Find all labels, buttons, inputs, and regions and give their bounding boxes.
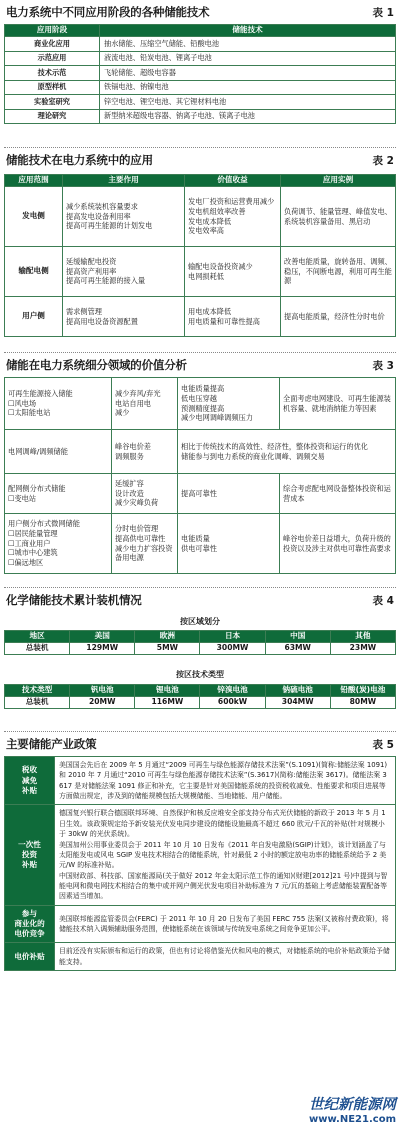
table3-segment-head: 可再生能源接入储能 bbox=[8, 388, 73, 398]
table1-tech: 液流电池、铅炭电池、锂离子电池 bbox=[100, 51, 396, 66]
table2-role: 减少系统装机容量要求 提高发电设备利用率 提高可再生能源的计划发电 bbox=[63, 187, 185, 247]
table1-tech: 新型纳米超级电容器、钠离子电池、镁离子电池 bbox=[100, 109, 396, 124]
table3-segment bbox=[5, 378, 112, 430]
table3-value: 提高可靠性 bbox=[178, 474, 280, 514]
table1-stage: 实验室研究 bbox=[5, 95, 100, 110]
checkbox-label: 风电场 bbox=[14, 398, 37, 408]
table-row bbox=[5, 631, 396, 643]
table4-title: 化学储能技术累计装机情况 bbox=[6, 593, 142, 607]
table2-example: 提高电能质量，经济性分时电价 bbox=[281, 297, 396, 337]
table4-tech-label: 总装机 bbox=[5, 697, 70, 709]
checkbox-label: 变电站 bbox=[14, 493, 37, 503]
table4-region-header: 美国 bbox=[70, 631, 135, 643]
table2-example: 改善电能质量，旋转备用、调频、稳压，不间断电源，利用可再生能源 bbox=[281, 247, 396, 297]
table4-region-header: 日本 bbox=[200, 631, 265, 643]
table-row bbox=[5, 378, 396, 430]
table3-segment-head: 配网侧分布式储能 bbox=[8, 483, 66, 493]
table4-tech-value: 20MW bbox=[70, 697, 135, 709]
checkbox-item: ☐居民能量管理 bbox=[8, 528, 58, 538]
table4-tech-header: 钒电池 bbox=[70, 685, 135, 697]
table1-stage: 商业化应用 bbox=[5, 37, 100, 52]
checkbox-item: ☐城市中心建筑 bbox=[8, 548, 58, 558]
table5-policy-type: 参与 商业化的 电价竞争 bbox=[5, 905, 55, 943]
table-row bbox=[5, 757, 396, 805]
checkbox-label: 居民能量管理 bbox=[14, 528, 58, 538]
table-row bbox=[5, 430, 396, 474]
table4-region-header: 地区 bbox=[5, 631, 70, 643]
table5-heading bbox=[4, 736, 396, 754]
table3-benefit: 分时电价管理 提高供电可靠性 减少电力扩容投资备用电源 bbox=[112, 514, 178, 574]
table-row bbox=[5, 66, 396, 81]
table4-tech-value: 116MW bbox=[135, 697, 200, 709]
table3-value: 电能质量提高 低电压穿越 预测精度提高 减少电网调峰调频压力 bbox=[178, 378, 280, 430]
table2-header-role: 主要作用 bbox=[63, 175, 185, 187]
table-row bbox=[5, 95, 396, 110]
table3-value: 电能质量 供电可靠性 bbox=[178, 514, 280, 574]
table5-policy-text: 目前还没有实际颁布和运行的政策，但也有讨论将借鉴光伏和风电的模式，对储能系统的电价补贴政策给予储能支持。 bbox=[55, 943, 396, 971]
table3-segment-head: 用户侧分布式微网储能 bbox=[8, 519, 80, 529]
table-row bbox=[5, 37, 396, 52]
table4-tech-header: 锂电池 bbox=[135, 685, 200, 697]
table4-region-value: 5MW bbox=[135, 643, 200, 655]
table4-region-header: 欧洲 bbox=[135, 631, 200, 643]
table4-tech-header: 锌溴电池 bbox=[200, 685, 265, 697]
table1-tech: 飞轮储能、超级电容器 bbox=[100, 66, 396, 81]
table2-value: 用电成本降低 用电质量和可靠性提高 bbox=[185, 297, 281, 337]
table1-tech: 铁镉电池、钠镍电池 bbox=[100, 80, 396, 95]
table4-tech-value: 600kW bbox=[200, 697, 265, 709]
table5-title: 主要储能产业政策 bbox=[6, 737, 97, 751]
table2-title: 储能技术在电力系统中的应用 bbox=[6, 153, 153, 167]
table-row bbox=[5, 474, 396, 514]
table4-region-value: 63MW bbox=[265, 643, 330, 655]
table5-policy-text: 美国国会先后在 2009 年 5 月通过“2009 可再生与绿色能源存储技术法案”(S.1091)(简称:储能法案 1091)和 2010 年 7 月通过“2010 可再生与绿色能源存储技术法案”(S.3617)(简称:储能法案 3617)。储能法案 3617 是对储能法案 1091 修正和补充，它主要是针对美国储能系统的投资税收减免、性能要求和项目进展等方面做出规定，涉及到的储能规模包括大规模储能、当地储能、用户储能。 bbox=[55, 757, 396, 805]
table-row bbox=[5, 51, 396, 66]
table4-tech-value: 304MW bbox=[265, 697, 330, 709]
table-row bbox=[5, 685, 396, 697]
table3-title: 储能在电力系统细分领域的价值分析 bbox=[6, 358, 187, 372]
table3-consideration: 综合考虑配电网设备整体投资和运营成本 bbox=[280, 474, 396, 514]
table2-value: 发电厂投资和运营费用减少 发电机组效率改善 发电成本降低 发电效率高 bbox=[185, 187, 281, 247]
table-row bbox=[5, 514, 396, 574]
table3-segment bbox=[5, 474, 112, 514]
table5-policies bbox=[4, 756, 396, 971]
checkbox-item: ☐偏远地区 bbox=[8, 558, 44, 568]
table1-number: 表 1 bbox=[372, 7, 394, 19]
table5-policy-text: 美国联邦能源监管委员会(FERC) 于 2011 年 10 月 20 日发布了美国 FERC 755 法案(又被称付费政策)，将储能技术纳入调频辅助服务范围，使储能系统在该领域与传统发电系统之间竞争更加公平。 bbox=[55, 905, 396, 943]
watermark-url: www.NE21.com bbox=[308, 1114, 396, 1125]
table4-tech-header: 技术类型 bbox=[5, 685, 70, 697]
table-row bbox=[5, 905, 396, 943]
table3-number: 表 3 bbox=[372, 360, 394, 372]
table2-header-example: 应用实例 bbox=[281, 175, 396, 187]
table-row bbox=[5, 247, 396, 297]
checkbox-item: ☐工商业用户 bbox=[8, 538, 51, 548]
divider bbox=[4, 731, 396, 732]
table2-scope: 发电侧 bbox=[5, 187, 63, 247]
table1-title: 电力系统中不同应用阶段的各种储能技术 bbox=[6, 5, 210, 19]
table2-value: 输配电设备投资减少 电网损耗低 bbox=[185, 247, 281, 297]
table2-number: 表 2 bbox=[372, 155, 394, 167]
table3-segment: 电网调峰/调频储能 bbox=[5, 430, 112, 474]
table-row bbox=[5, 805, 396, 905]
divider bbox=[4, 147, 396, 148]
table2-header-scope: 应用范围 bbox=[5, 175, 63, 187]
table4-tech-header: 钠硫电池 bbox=[265, 685, 330, 697]
table3-value-analysis bbox=[4, 377, 396, 574]
table2-role: 延缓输配电投资 提高资产利用率 提高可再生能源的接入量 bbox=[63, 247, 185, 297]
table4-number: 表 4 bbox=[372, 595, 394, 607]
table1-tech: 锌空电池、锂空电池、其它锂材料电池 bbox=[100, 95, 396, 110]
table3-consideration: 峰谷电价差日益增大，负荷升级的投资以及涉主对供电可靠性高要求 bbox=[280, 514, 396, 574]
table3-value: 相比于传统技术的高效性、经济性，整体投资和运行的优化 储能参与到电力系统的商业化调峰、调频交易 bbox=[178, 430, 396, 474]
table2-scope: 用户侧 bbox=[5, 297, 63, 337]
table3-heading bbox=[4, 357, 396, 375]
watermark-title: 世纪新能源网 bbox=[309, 1097, 396, 1113]
checkbox-label: 偏远地区 bbox=[14, 558, 44, 568]
table2-header-value: 价值收益 bbox=[185, 175, 281, 187]
table-row bbox=[5, 80, 396, 95]
table-row bbox=[5, 297, 396, 337]
table4-tech-subtitle: 按区技术类型 bbox=[176, 670, 224, 679]
table4-region-label: 总装机 bbox=[5, 643, 70, 655]
checkbox-label: 城市中心建筑 bbox=[14, 548, 58, 558]
table1-stage: 原型样机 bbox=[5, 80, 100, 95]
table3-benefit: 延缓扩容 设计改造 减少灾峰负荷 bbox=[112, 474, 178, 514]
checkbox-item: ☐风电场 bbox=[8, 398, 37, 408]
table4-region-header: 其他 bbox=[330, 631, 395, 643]
table-row bbox=[5, 643, 396, 655]
table-row bbox=[5, 109, 396, 124]
table4-by-tech bbox=[4, 684, 396, 709]
table2-example: 负荷调节、能量管理、峰值发电、系统装机容量备用、黑启动 bbox=[281, 187, 396, 247]
table2-role: 需求侧管理 提高用电设备资源配置 bbox=[63, 297, 185, 337]
table4-region-header: 中国 bbox=[265, 631, 330, 643]
table5-policy-text: 德国复兴银行联合德国联邦环境、自然保护和核反应堆安全部支持分布式光伏储能的新政于 2013 年 5 月 1 日生效。该政策规定给予新安装光伏发电同步建设的储能设施最高不超过 660 欧元/千瓦的补贴(针对规模小于 30kW 的光伏系统)。 美国加州公用事业委员会于 2011 年 10 月 10 日发布《2011 年自发电激励(SGIP)计划》，该计划涵盖了与太阳能发电或风电 SGIP 发电技术相结合的储能系统，针对最低 2 小时的额定放电功率的储能系统给予 2 美元/W 的标准补贴。 中国财政部、科技部、国家能源局(关于做好 2012 年金太阳示范工作的通知)(财建[2012]21 号)中提到与智能电网和微电网技术相结合的集中或并网户侧光伏发电项目补助标准为 7 元/瓦的基础上考虑储能装置配备等因素适当增加。 bbox=[55, 805, 396, 905]
table1-tech: 抽水储能、压缩空气储能、铅酸电池 bbox=[100, 37, 396, 52]
table3-consideration: 全面考虑电网建设、可再生能源装机容量、就地消纳能力等因素 bbox=[280, 378, 396, 430]
watermark-logo bbox=[309, 1093, 396, 1125]
checkbox-label: 工商业用户 bbox=[14, 538, 51, 548]
table1-header-stage: 应用阶段 bbox=[5, 25, 100, 37]
table1-stage: 技术示范 bbox=[5, 66, 100, 81]
table4-tech-value: 80MW bbox=[330, 697, 395, 709]
table1-stage: 示范应用 bbox=[5, 51, 100, 66]
table1-heading bbox=[4, 4, 396, 22]
table5-policy-type: 电价补贴 bbox=[5, 943, 55, 971]
table5-policy-type: 一次性 投资 补贴 bbox=[5, 805, 55, 905]
table3-benefit: 减少弃风/弃光 电站自用电 减少 bbox=[112, 378, 178, 430]
table1-stage: 理论研究 bbox=[5, 109, 100, 124]
table4-region-value: 23MW bbox=[330, 643, 395, 655]
table3-benefit: 峰谷电价差 调频服务 bbox=[112, 430, 178, 474]
table-row bbox=[5, 187, 396, 247]
table5-number: 表 5 bbox=[372, 739, 394, 751]
table2-applications bbox=[4, 174, 396, 337]
table2-scope: 输配电侧 bbox=[5, 247, 63, 297]
checkbox-item: ☐太阳能电站 bbox=[8, 408, 51, 418]
table4-region-subtitle: 按区域划分 bbox=[180, 617, 220, 626]
divider bbox=[4, 352, 396, 353]
table4-by-region bbox=[4, 630, 396, 655]
table1-storage-stages bbox=[4, 24, 396, 124]
checkbox-label: 太阳能电站 bbox=[14, 408, 51, 418]
table3-segment bbox=[5, 514, 112, 574]
table1-header-tech: 储能技术 bbox=[100, 25, 396, 37]
table-row bbox=[5, 697, 396, 709]
table4-heading bbox=[4, 592, 396, 610]
checkbox-item: ☐变电站 bbox=[8, 493, 37, 503]
table2-heading bbox=[4, 152, 396, 170]
divider bbox=[4, 587, 396, 588]
table4-tech-header: 铅酸(炭)电池 bbox=[330, 685, 395, 697]
table4-region-value: 129MW bbox=[70, 643, 135, 655]
table4-region-value: 300MW bbox=[200, 643, 265, 655]
table5-policy-type: 税收 减免 补贴 bbox=[5, 757, 55, 805]
table-row bbox=[5, 943, 396, 971]
